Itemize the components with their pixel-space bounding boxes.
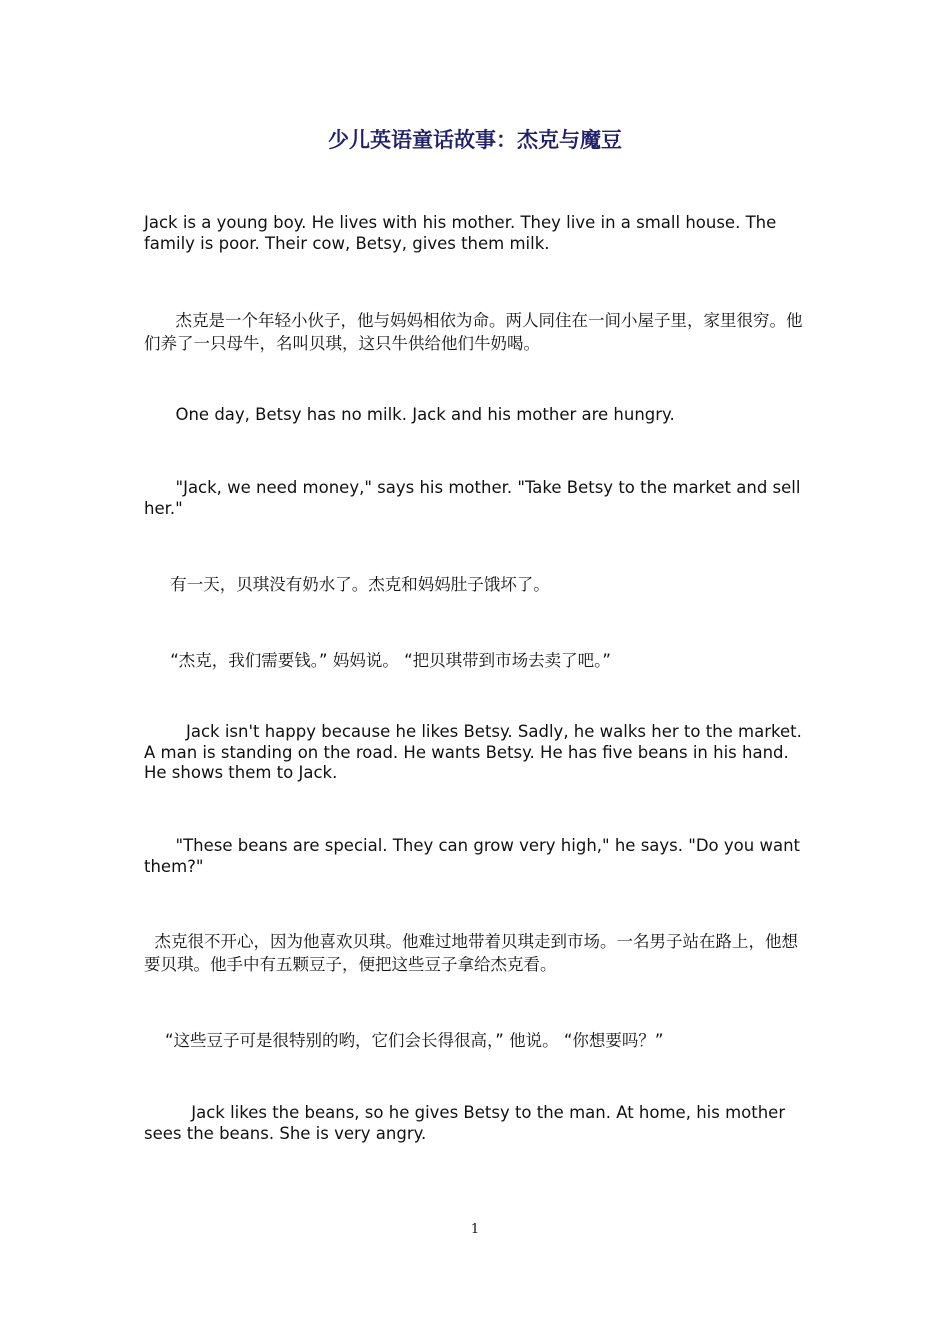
paragraph-8-english: "These beans are special. They can grow very high," he says. "Do you want them?"	[144, 836, 806, 876]
paragraph-5-chinese: 有一天，贝琪没有奶水了。杰克和妈妈肚子饿坏了。	[144, 575, 550, 594]
paragraph-6-chinese: “杰克，我们需要钱。” 妈妈说。 “把贝琪带到市场去卖了吧。”	[144, 651, 611, 670]
page-number: 1	[470, 1222, 480, 1237]
paragraph-11-english: Jack likes the beans, so he gives Betsy to the man. At home, his mother sees the beans. She is very angry.	[144, 1103, 791, 1143]
paragraph-3-english: One day, Betsy has no milk. Jack and his mother are hungry.	[144, 405, 675, 424]
document-title: 少儿英语童话故事：杰克与魔豆	[328, 128, 622, 152]
paragraph-1-english: Jack is a young boy. He lives with his mother. They live in a small house. The family is poor. Their cow, Betsy, gives them milk.	[144, 213, 782, 253]
paragraph-2-chinese: 杰克是一个年轻小伙子，他与妈妈相依为命。两人同住在一间小屋子里，家里很穷。他们养了一只母牛，名叫贝琪，这只牛供给他们牛奶喝。	[144, 311, 803, 353]
paragraph-4-english: "Jack, we need money," says his mother. "Take Betsy to the market and sell her."	[144, 478, 806, 518]
paragraph-7-english: Jack isn't happy because he likes Betsy. Sadly, he walks her to the market. A man is standing on the road. He wants Betsy. He has five beans in his hand. He shows them to Jack.	[144, 722, 808, 782]
paragraph-9-chinese: 杰克很不开心，因为他喜欢贝琪。他难过地带着贝琪走到市场。一名男子站在路上，他想要贝琪。他手中有五颗豆子，便把这些豆子拿给杰克看。	[144, 932, 798, 974]
paragraph-10-chinese: “这些豆子可是很特别的哟，它们会长得很高，” 他说。 “你想要吗？”	[144, 1031, 664, 1050]
